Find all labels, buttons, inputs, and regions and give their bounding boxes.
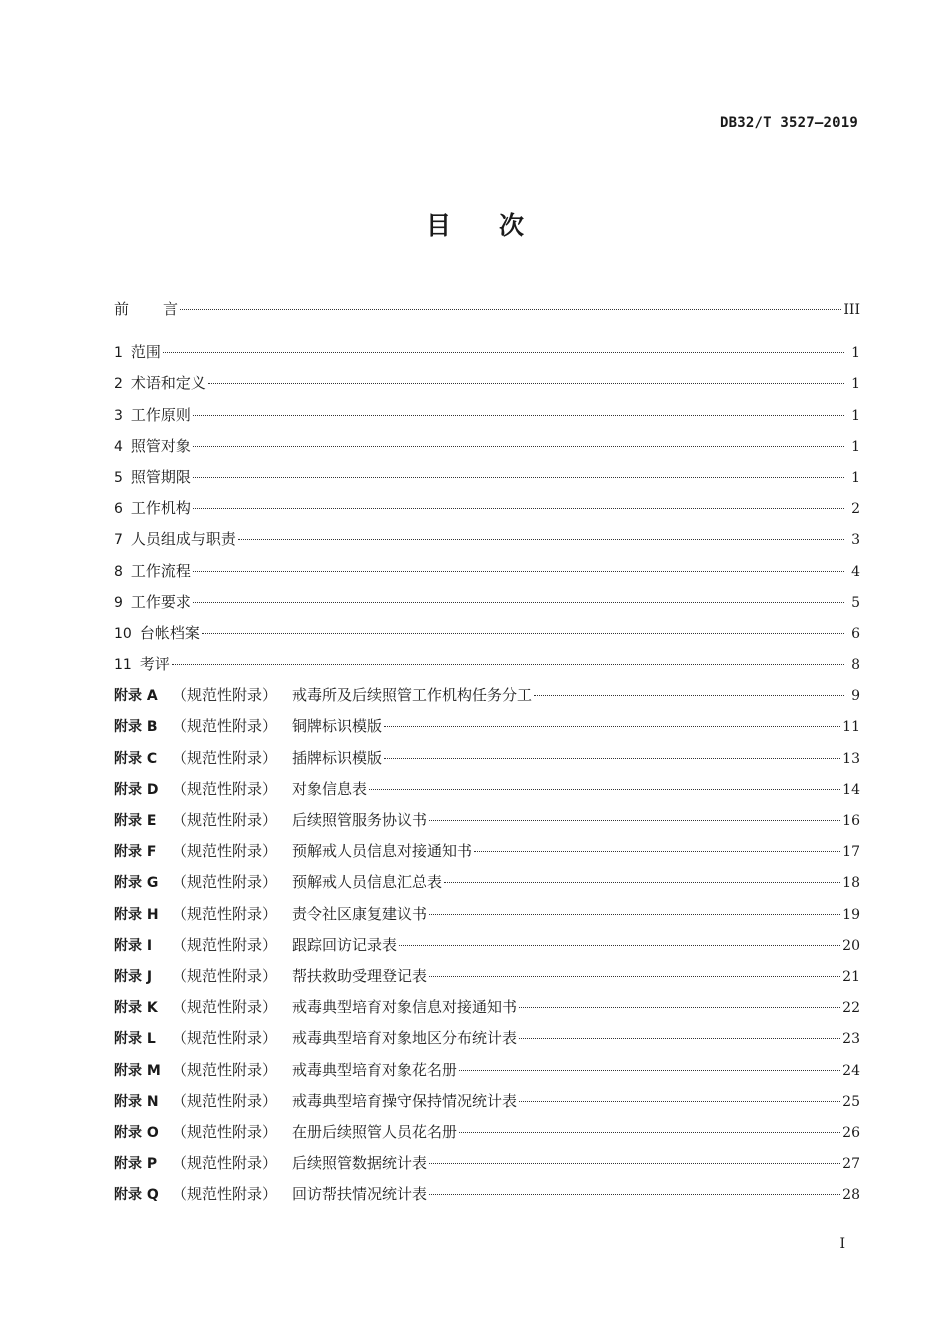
toc-entry-title: 照管对象 [130,436,191,455]
toc-entry-section[interactable] [114,560,860,591]
toc-entry-title: 工作机构 [130,499,191,518]
dot-leader [399,945,840,946]
toc-entry-page: 16 [842,813,860,829]
toc-entry-page: 22 [842,1000,860,1017]
appendix-label: 附录 M [114,1062,161,1079]
appendix-kind: （规范性附录） [172,1060,278,1079]
appendix-kind: （规范性附录） [172,748,278,767]
toc-entry-page: 18 [842,875,860,892]
toc-entry-page: 26 [842,1124,860,1141]
toc-entry-appendix[interactable] [114,1121,860,1152]
toc-entry-section[interactable] [114,591,860,622]
toc-entry-page: 9 [851,688,860,705]
appendix-kind: （规范性附录） [172,1185,278,1204]
toc-entry-page: 28 [842,1187,860,1204]
footer-page-number: I [839,1236,845,1252]
dot-leader [384,758,840,759]
toc-entry-page: 4 [851,563,860,580]
toc-entry-appendix[interactable] [114,1090,860,1121]
toc-entry-title: 帮扶救助受理登记表 [292,966,428,985]
toc-entry-title: 戒毒所及后续照管工作机构任务分工 [292,686,533,705]
section-number: 11 [114,657,132,674]
section-number: 5 [114,469,123,486]
toc-entry-title: 戒毒典型培育对象地区分布统计表 [292,1029,518,1048]
toc-entry-title: 对象信息表 [292,779,368,798]
appendix-label: 附录 K [114,1000,158,1017]
toc-entry-title: 预解戒人员信息汇总表 [292,873,443,892]
dot-leader [429,914,840,915]
toc-entry-section[interactable] [114,528,860,559]
toc-entry-title: 前 言 [114,300,179,318]
toc-entry-page: 1 [851,376,860,393]
toc-entry-title: 戒毒典型培育操守保持情况统计表 [292,1091,518,1110]
toc-entry-title: 预解戒人员信息对接通知书 [292,842,473,861]
toc-entry-title: 责令社区康复建议书 [292,904,428,923]
toc-entry-page: 23 [842,1031,860,1048]
dot-leader [193,446,844,447]
table-of-contents [114,298,860,1214]
appendix-kind: （规范性附录） [172,966,278,985]
section-number: 9 [114,594,123,611]
toc-entry-title: 工作流程 [130,561,191,580]
toc-entry-page: 27 [842,1156,860,1173]
toc-entry-appendix[interactable] [114,1059,860,1090]
dot-leader [193,477,844,478]
toc-entry-section[interactable] [114,372,860,403]
toc-entry-page: 3 [851,532,860,549]
toc-entry-appendix[interactable] [114,903,860,934]
toc-entry-appendix[interactable] [114,871,860,902]
toc-entry-title: 人员组成与职责 [130,530,236,549]
dot-leader [459,1070,840,1071]
appendix-kind: （规范性附录） [172,1122,278,1141]
toc-entry-section[interactable] [114,341,860,372]
toc-entry-section[interactable] [114,466,860,497]
dot-leader [172,664,844,665]
dot-leader [384,726,840,727]
toc-entry-title: 台帐档案 [139,623,200,642]
toc-entry-appendix[interactable] [114,778,860,809]
dot-leader [193,415,844,416]
dot-leader [459,1132,840,1133]
section-number: 1 [114,345,123,362]
toc-entry-section[interactable] [114,497,860,528]
appendix-label: 附录 F [114,844,157,861]
toc-entry-page: 19 [842,906,860,923]
dot-leader [519,1007,840,1008]
toc-entry-page: 24 [842,1062,860,1079]
appendix-label: 附录 E [114,813,157,829]
toc-entry-appendix[interactable] [114,747,860,778]
toc-entry-page: 1 [851,469,860,486]
dot-leader [444,882,840,883]
toc-entry-title: 后续照管服务协议书 [292,811,428,829]
dot-leader [163,352,844,353]
appendix-kind: （规范性附录） [172,1029,278,1048]
toc-entry-page: 8 [851,657,860,674]
appendix-label: 附录 D [114,781,159,798]
toc-entry-appendix[interactable] [114,715,860,746]
dot-leader [193,508,844,509]
appendix-label: 附录 L [114,1031,156,1048]
toc-entry-page: 1 [851,407,860,424]
toc-entry-page: 1 [851,438,860,455]
appendix-label: 附录 O [114,1124,159,1141]
appendix-label: 附录 N [114,1093,159,1110]
appendix-kind: （规范性附录） [172,873,278,892]
section-number: 10 [114,625,132,642]
toc-entry-preface[interactable] [114,298,860,329]
standard-code: DB32/T 3527—2019 [719,115,858,131]
section-number: 8 [114,563,123,580]
dot-leader [208,383,844,384]
section-number: 7 [114,532,123,549]
dot-leader [474,851,840,852]
section-number: 6 [114,501,123,518]
toc-entry-title: 照管期限 [130,467,191,486]
toc-entry-title: 戒毒典型培育对象花名册 [292,1060,458,1079]
dot-leader [193,571,844,572]
appendix-label: 附录 B [114,719,158,736]
toc-entry-title: 铜牌标识模版 [292,717,383,736]
toc-entry-title: 术语和定义 [130,374,206,393]
toc-entry-appendix[interactable] [114,1027,860,1058]
dot-leader [193,602,844,603]
toc-entry-page: 17 [842,844,860,861]
appendix-label: 附录 I [114,937,153,954]
appendix-label: 附录 Q [114,1187,159,1204]
appendix-kind: （规范性附录） [172,935,278,954]
appendix-label: 附录 A [114,688,158,705]
toc-entry-title: 跟踪回访记录表 [292,935,398,954]
dot-leader [369,789,840,790]
appendix-kind: （规范性附录） [172,1091,278,1110]
appendix-kind: （规范性附录） [172,717,278,736]
dot-leader [202,633,844,634]
toc-entry-section[interactable] [114,653,860,684]
appendix-kind: （规范性附录） [172,1154,278,1173]
appendix-kind: （规范性附录） [172,686,278,705]
dot-leader [238,539,844,540]
toc-entry-title: 后续照管数据统计表 [292,1154,428,1173]
appendix-kind: （规范性附录） [172,811,278,829]
dot-leader [429,1194,840,1195]
appendix-kind: （规范性附录） [172,779,278,798]
title-char-1: 目 [425,211,451,240]
dot-leader [534,695,844,696]
toc-entry-appendix[interactable] [114,684,860,715]
title-char-2: 次 [499,211,525,240]
appendix-label: 附录 G [114,875,159,892]
appendix-label: 附录 P [114,1156,158,1173]
appendix-label: 附录 C [114,750,158,767]
toc-entry-page: 21 [842,968,860,985]
toc-entry-page: 25 [842,1093,860,1110]
toc-entry-page: 6 [851,625,860,642]
toc-entry-title: 工作原则 [130,405,191,424]
toc-entry-title: 戒毒典型培育对象信息对接通知书 [292,998,518,1017]
toc-entry-title: 范围 [130,343,161,362]
toc-entry-page: 1 [851,345,860,362]
appendix-label: 附录 J [114,968,153,985]
toc-entry-appendix[interactable] [114,965,860,996]
toc-entry-title: 在册后续照管人员花名册 [292,1122,458,1141]
appendix-kind: （规范性附录） [172,904,278,923]
section-number: 2 [114,376,123,393]
toc-entry-page: 20 [842,937,860,954]
toc-entry-appendix[interactable] [114,840,860,871]
toc-entry-appendix[interactable] [114,809,860,840]
toc-entry-title: 插牌标识模版 [292,748,383,767]
toc-entry-page: 5 [851,594,860,611]
toc-entry-appendix[interactable] [114,934,860,965]
toc-entry-page: 14 [842,781,860,798]
appendix-kind: （规范性附录） [172,998,278,1017]
dot-leader [519,1038,840,1039]
toc-entry-page: 13 [842,750,860,767]
appendix-label: 附录 H [114,906,159,923]
toc-entry-appendix[interactable] [114,1152,860,1183]
toc-entry-title: 工作要求 [130,592,191,611]
toc-entry-appendix[interactable] [114,996,860,1027]
toc-entry-page: III [843,302,860,318]
dot-leader [429,820,840,821]
page-title [0,206,950,242]
section-number: 4 [114,438,123,455]
toc-entry-title: 考评 [139,655,170,674]
toc-entry-section[interactable] [114,622,860,653]
appendix-kind: （规范性附录） [172,842,278,861]
toc-entry-title: 回访帮扶情况统计表 [292,1185,428,1204]
toc-entry-section[interactable] [114,435,860,466]
toc-entry-page: 2 [851,501,860,518]
toc-entry-appendix[interactable] [114,1183,860,1214]
dot-leader [519,1101,840,1102]
section-number: 3 [114,407,123,424]
toc-entry-section[interactable] [114,404,860,435]
dot-leader [429,1163,840,1164]
dot-leader [429,976,840,977]
toc-entry-page: 11 [842,719,860,736]
dot-leader [180,309,841,310]
